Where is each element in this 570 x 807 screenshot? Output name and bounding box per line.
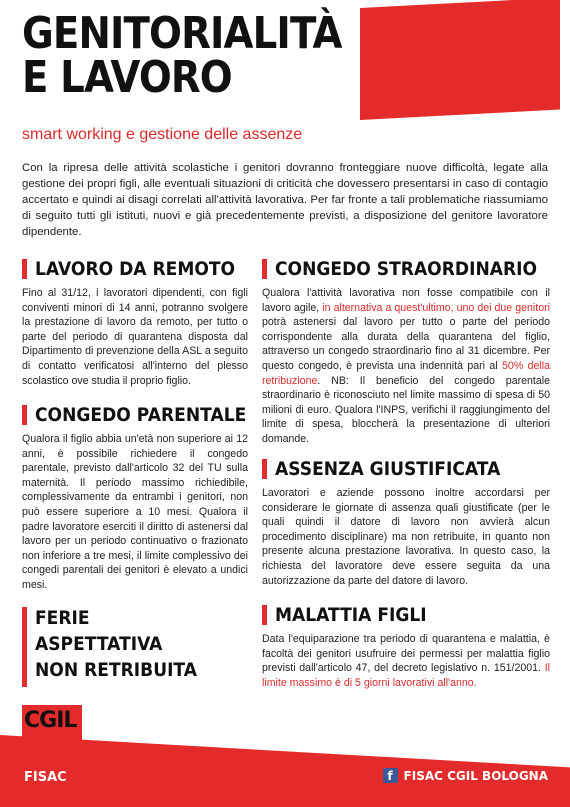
section-malattia-figli bbox=[262, 604, 550, 690]
heading-accent-bar bbox=[262, 459, 267, 479]
heading-text: CONGEDO STRAORDINARIO bbox=[275, 258, 538, 280]
decorative-red-square bbox=[360, 0, 560, 120]
title-line-1: GENITORIALITÀ bbox=[22, 8, 342, 59]
section-text bbox=[262, 286, 550, 447]
heading-accent-bar bbox=[262, 259, 267, 279]
ferie-heading bbox=[35, 605, 197, 687]
highlight-text: in alternativa a quest'ultimo, uno dei due genitori bbox=[322, 301, 550, 314]
text-part: Qualora l'attività lavorativa non fosse compatibile con il lavoro agile, bbox=[262, 287, 550, 314]
ferie-line-3: NON RETRIBUITA bbox=[35, 659, 198, 681]
heading-accent-bar bbox=[22, 405, 27, 425]
facebook-label: FISAC CGIL BOLOGNA bbox=[403, 768, 548, 783]
section-heading bbox=[262, 258, 550, 280]
section-congedo-parentale bbox=[22, 404, 248, 593]
subtitle: smart working e gestione delle assenze bbox=[22, 126, 303, 143]
section-text: Fino al 31/12, i lavoratori dipendenti, con figli conviventi minori di 14 anni, potranno svolgere la prestazione di lavoro da remoto, per tutto o parte del periodo di quarantena disposta dal Dipartimento di prevenzione della ASL a seguito di contatto verificatosi all'interno del plesso scolastico ove studia il proprio figlio. bbox=[22, 287, 248, 387]
section-text bbox=[262, 632, 550, 690]
section-text: Qualora il figlio abbia un'età non superiore ai 12 anni, è possibile richiedere il congedo parentale, previsto dall'articolo 32 del TU sulla maternità. Il periodo massimo richiedibile, complessivamente da entrambi i genitori, non può essere superiore a 10 mesi. Qualora il padre lavoratore eserciti il diritto di astenersi dal lavoro per un periodo continuativo o frazionato non inferiore a tre mesi, il limite complessivo dei congedi parentali dei genitori è elevato a undici mesi. bbox=[22, 433, 248, 591]
heading-text: CONGEDO PARENTALE bbox=[35, 404, 247, 426]
heading-text: MALATTIA FIGLI bbox=[275, 604, 427, 626]
heading-accent-bar bbox=[22, 259, 27, 279]
heading-text: LAVORO DA REMOTO bbox=[35, 258, 236, 280]
heading-accent-bar bbox=[262, 605, 267, 625]
section-congedo-straordinario bbox=[262, 258, 550, 447]
logo-fisac-text: FISAC bbox=[24, 770, 67, 785]
section-heading bbox=[262, 458, 550, 480]
section-heading bbox=[22, 404, 248, 426]
heading-accent-bar bbox=[22, 607, 27, 687]
heading-text: ASSENZA GIUSTIFICATA bbox=[275, 458, 501, 480]
section-text: Lavoratori e aziende possono inoltre accordarsi per considerare le giornate di assenza quali giustificate (per le quali quindi il datore di lavoro non avvierà alcun procedimento disciplinare) ma non retribuite, in quanto non presente alcuna prestazione lavorativa. In questo caso, la richiesta del lavoratore deve essere seguita da una autorizzazione da parte del datore di lavoro. bbox=[262, 487, 550, 587]
ferie-line-1: FERIE bbox=[35, 607, 90, 629]
facebook-link[interactable] bbox=[383, 768, 548, 783]
intro-paragraph: Con la ripresa delle attività scolastiche i genitori dovranno fronteggiare nuove difficoltà, legate alla gestione dei propri figli, alle eventuali situazioni di criticità che dovessero presentarsi in caso di contagio accertato e quindi ai disagi correlati all'attività lavorativa. Per far fronte a tali problematiche riassumiamo di seguito tutti gli istituti, nuovi e già precedentemente previsti, a disposizione del genitore lavoratore dipendente. bbox=[22, 162, 548, 238]
section-heading bbox=[262, 604, 550, 626]
facebook-icon: f bbox=[383, 768, 398, 783]
logo-cgil-text: CGIL bbox=[24, 708, 77, 733]
ferie-line-2: ASPETTATIVA bbox=[35, 633, 163, 655]
title-line-2: E LAVORO bbox=[22, 52, 232, 103]
text-part: potrà astenersi dal lavoro per tutto o parte del periodo corrispondente alla durata della quarantena del figlio, attraverso un congedo straordinario fino al 31 dicembre. Per questo congedo, è prevista una indennità pari al bbox=[262, 316, 550, 372]
highlight-text: Il limite massimo è di 5 giorni lavorativi all'anno. bbox=[262, 662, 550, 689]
highlight-text: 50% della retribuzione bbox=[262, 359, 550, 387]
section-lavoro-remoto bbox=[22, 258, 248, 388]
text-part: Data l'equiparazione tra periodo di quarantena e malattia, è facoltà dei genitori usufruire dei permessi per malattia figlio previsti dall'articolo 47, del decreto legislativo n. 151/2001. bbox=[262, 633, 550, 675]
section-ferie bbox=[22, 605, 215, 687]
page-title bbox=[22, 8, 342, 103]
text-part: . NB: Il beneficio del congedo parentale straordinario è riconosciuto nel limite massimo di spesa di 50 milioni di euro. Qualora l'INPS, verifichi il raggiungimento del limite di spesa, bloccherà la presentazione di ulteriori domande. bbox=[262, 374, 550, 445]
section-heading bbox=[22, 258, 248, 280]
section-assenza-giustificata bbox=[262, 458, 550, 588]
